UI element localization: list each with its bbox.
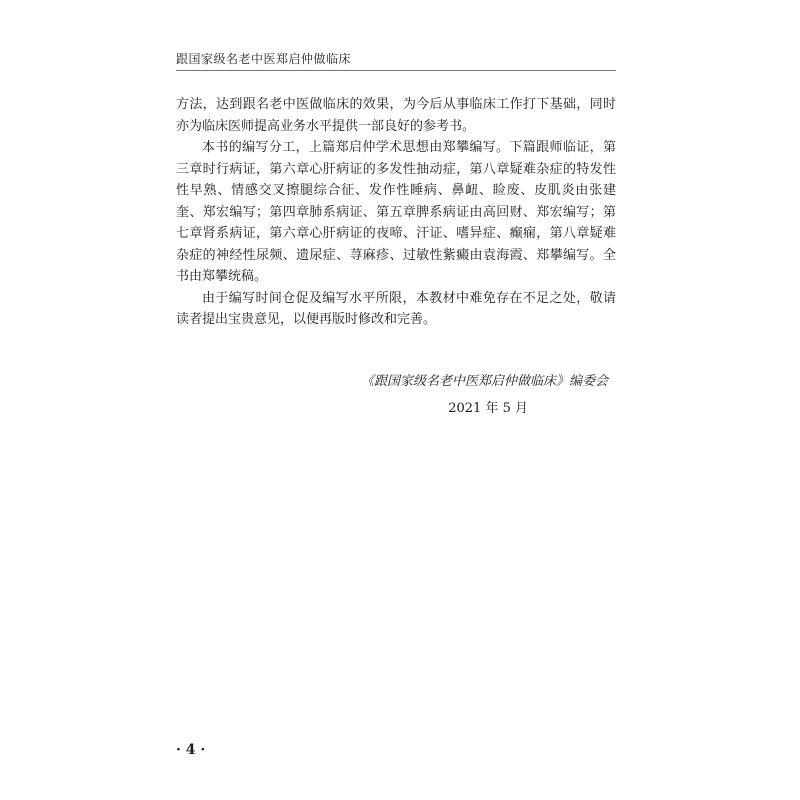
paragraph-authorship: 本书的编写分工，上篇郑启仲学术思想由郑攀编写。下篇跟师临证，第三章时行病证，第六章心肝病证的多发性抽动症，第八章疑难杂症的特发性性早熟、情感交叉擦腿综合征、发作性睡病、鼻衄、睑废、皮肌炎由张建奎、郑宏编写；第四章肺系病证、第五章脾系病证由高回财、郑宏编写；第七章肾系病证，第六章心肝病证的夜啼、汗证、嗜异症、癫痫，第八章疑难杂症的神经性尿频、遗尿症、荨麻疹、过敏性紫癜由袁海霞、郑攀编写。全书由郑攀统稿。 (176, 140, 616, 284)
page-number: · 4 · (176, 742, 206, 758)
running-header: 跟国家级名老中医郑启仲做临床 (176, 52, 352, 66)
signature-date: 2021 年 5 月 (448, 401, 528, 416)
body-text (176, 94, 616, 331)
paragraph-continuation: 方法，达到跟名老中医做临床的效果，为今后从事临床工作打下基础，同时亦为临床医师提高业务水平提供一部良好的参考书。 (176, 97, 616, 134)
editorial-committee-signature: 《跟国家级名老中医郑启仲做临床》编委会 (360, 374, 608, 389)
header-divider (176, 70, 616, 71)
paragraph-closing: 由于编写时间仓促及编写水平所限，本教材中难免存在不足之处，敬请读者提出宝贵意见，以便再版时修改和完善。 (176, 290, 616, 327)
